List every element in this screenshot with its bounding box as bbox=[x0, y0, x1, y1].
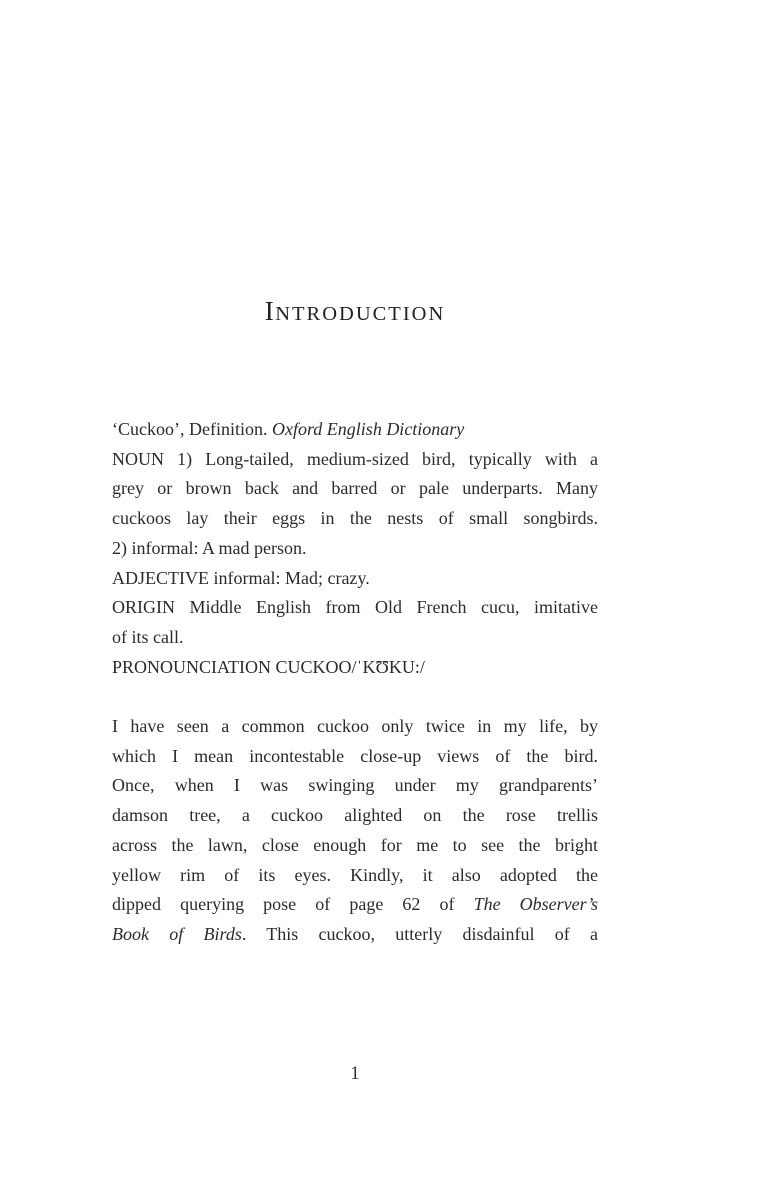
chapter-title bbox=[112, 291, 598, 328]
paragraph-line-7-plain: dipped querying pose of page 62 of bbox=[112, 894, 474, 915]
chapter-title-rest: NTRODUCTION bbox=[275, 303, 446, 325]
paragraph-line-8-book-title-italic: Book of Birds bbox=[112, 923, 242, 944]
definition-block bbox=[112, 415, 598, 682]
paragraph-line-8-plain: . This cuckoo, utterly disdainful of a bbox=[241, 923, 598, 944]
paragraph-line-1: I have seen a common cuckoo only twice in my life, by bbox=[112, 716, 598, 736]
chapter-title-initial: I bbox=[264, 296, 276, 326]
body-paragraph bbox=[112, 712, 598, 950]
definition-line-5: 2) informal: A mad person. bbox=[112, 537, 307, 558]
definition-line-8: of its call. bbox=[112, 626, 184, 647]
paragraph-line-5: across the lawn, close enough for me to see the bright bbox=[112, 834, 598, 855]
paragraph-line-7-book-title-italic: The Observer’s bbox=[473, 894, 598, 915]
definition-line-1-source-italic: Oxford English Dictionary bbox=[271, 419, 465, 439]
paragraph-line-6: yellow rim of its eyes. Kindly, it also adopted the bbox=[112, 864, 598, 885]
page-number: 1 bbox=[350, 1063, 360, 1084]
paragraph-line-3: Once, when I was swinging under my grandparents’ bbox=[112, 775, 598, 796]
definition-line-6: ADJECTIVE informal: Mad; crazy. bbox=[112, 567, 370, 588]
definition-line-3: grey or brown back and barred or pale underparts. Many bbox=[112, 478, 598, 499]
definition-line-1 bbox=[112, 415, 598, 445]
paragraph-line-7 bbox=[112, 890, 598, 920]
paragraph-line-2: which I mean incontestable close-up views of the bird. bbox=[112, 745, 598, 766]
definition-line-9: PRONOUNCIATION CUCKOO/ˈKƱKU:/ bbox=[112, 656, 425, 677]
definition-line-1-plain: ‘Cuckoo’, Definition. bbox=[112, 419, 272, 439]
definition-line-4: cuckoos lay their eggs in the nests of small songbirds. bbox=[112, 508, 598, 529]
paragraph-line-8 bbox=[112, 920, 598, 950]
definition-line-2: NOUN 1) Long-tailed, medium-sized bird, typically with a bbox=[112, 448, 598, 469]
definition-line-7: ORIGIN Middle English from Old French cucu, imitative bbox=[112, 597, 598, 618]
paragraph-line-4: damson tree, a cuckoo alighted on the rose trellis bbox=[112, 805, 598, 826]
